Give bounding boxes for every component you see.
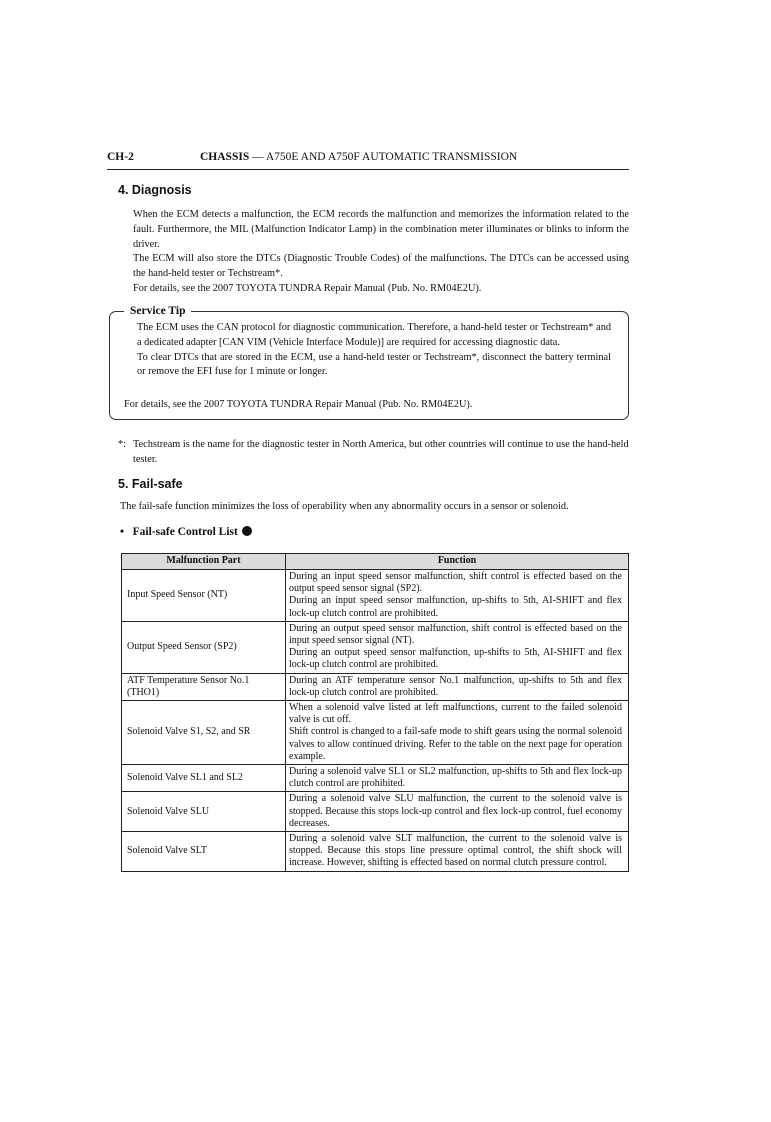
function-cell xyxy=(286,792,629,832)
function-cell xyxy=(286,832,629,872)
section-name: CHASSIS xyxy=(200,151,250,163)
function-cell xyxy=(286,673,629,700)
function-text: During a solenoid valve SL1 or SL2 malfunction, up-shifts to 5th and flex lock-up clutch control are prohibited. xyxy=(289,766,622,790)
title-separator: — xyxy=(249,151,266,163)
function-text: During an output speed sensor malfunction, up-shifts to 5th, AI-SHIFT and flex lock-up clutch control are prohibited. xyxy=(289,647,622,671)
function-cell xyxy=(286,621,629,673)
malfunction-part-cell: Input Speed Sensor (NT) xyxy=(122,570,286,622)
diagnosis-paragraph: When the ECM detects a malfunction, the ECM records the malfunction and memorizes the information related to the fault. Furthermore, the MIL (Malfunction Indicator Lamp) in the combination meter illuminates or blinks to inform the driver. xyxy=(133,209,629,250)
function-text: When a solenoid valve listed at left malfunctions, current to the failed solenoid valve is cut off. xyxy=(289,702,622,726)
service-tip-footer: For details, see the 2007 TOYOTA TUNDRA Repair Manual (Pub. No. RM04E2U). xyxy=(124,399,473,410)
function-text: During an input speed sensor malfunction, up-shifts to 5th, AI-SHIFT and flex lock-up clutch control are prohibited. xyxy=(289,595,622,619)
function-cell xyxy=(286,765,629,792)
diagnosis-paragraph: For details, see the 2007 TOYOTA TUNDRA Repair Manual (Pub. No. RM04E2U). xyxy=(133,282,482,294)
diagnosis-body xyxy=(133,208,629,297)
column-header-malfunction-part: Malfunction Part xyxy=(122,554,286,570)
service-tip-paragraph: To clear DTCs that are stored in the ECM, use a hand-held tester or Techstream*, disconnect the battery terminal or remove the EFI fuse for 1 minute or longer. xyxy=(137,351,611,378)
failsafe-intro: The fail-safe function minimizes the loss of operability when any abnormality occurs in a sensor or solenoid. xyxy=(120,501,569,512)
table-row xyxy=(122,701,629,765)
failsafe-table xyxy=(121,553,629,872)
malfunction-part-cell: Solenoid Valve SLT xyxy=(122,832,286,872)
table-row xyxy=(122,673,629,700)
service-tip-label: Service Tip xyxy=(124,304,191,318)
page-header xyxy=(107,151,629,170)
techstream-footnote xyxy=(118,438,629,468)
table-row xyxy=(122,832,629,872)
failsafe-list-title xyxy=(120,526,252,538)
function-text: During a solenoid valve SLU malfunction, the current to the solenoid valve is stopped. Because this stops lock-up control and flex lock-up control, fuel economy decreases. xyxy=(289,793,622,829)
table-header-row xyxy=(122,554,629,570)
filled-circle-icon xyxy=(242,526,252,536)
malfunction-part-cell: ATF Temperature Sensor No.1 (THO1) xyxy=(122,673,286,700)
malfunction-part-cell: Solenoid Valve S1, S2, and SR xyxy=(122,701,286,765)
function-cell xyxy=(286,701,629,765)
service-tip-paragraph: The ECM uses the CAN protocol for diagnostic communication. Therefore, a hand-held tester or Techstream* and a dedicated adapter [CAN VIM (Vehicle Interface Module)] are required for accessing diagnostic data. xyxy=(137,322,611,348)
section-subtitle: A750E AND A750F AUTOMATIC TRANSMISSION xyxy=(265,151,518,163)
table-row xyxy=(122,792,629,832)
failsafe-heading: 5. Fail-safe xyxy=(118,477,183,491)
function-text: During an input speed sensor malfunction, shift control is effected based on the output speed sensor signal (SP2). xyxy=(289,571,622,595)
service-tip-body xyxy=(137,321,611,380)
diagnosis-paragraph: The ECM will also store the DTCs (Diagnostic Trouble Codes) of the malfunctions. The DTCs can be accessed using the hand-held tester or Techstream*. xyxy=(133,253,629,280)
function-text: During a solenoid valve SLT malfunction, the current to the solenoid valve is stopped. Because this stops line pressure optimal control, the shift shock will increase. However, shifting is effected based on normal clutch pressure control. xyxy=(289,833,622,869)
malfunction-part-cell: Solenoid Valve SLU xyxy=(122,792,286,832)
table-row xyxy=(122,570,629,622)
table-row xyxy=(122,765,629,792)
function-text: During an output speed sensor malfunction, shift control is effected based on the input speed sensor signal (NT). xyxy=(289,622,622,647)
function-text: Shift control is changed to a fail-safe mode to shift gears using the normal solenoid valves to allow continued driving. Refer to the table on the next page for operation example. xyxy=(289,726,622,762)
diagnosis-heading: 4. Diagnosis xyxy=(118,183,192,197)
function-cell xyxy=(286,570,629,622)
function-text: During an ATF temperature sensor No.1 malfunction, up-shifts to 5th and flex lock-up clutch control are prohibited. xyxy=(289,674,622,698)
footnote-text: Techstream is the name for the diagnostic tester in North America, but other countries will continue to use the hand-held tester. xyxy=(133,439,629,465)
bullet-mark: • xyxy=(120,526,125,538)
page-title xyxy=(200,151,517,163)
table-row xyxy=(122,621,629,673)
malfunction-part-cell: Solenoid Valve SL1 and SL2 xyxy=(122,765,286,792)
footnote-marker: *: xyxy=(118,439,127,450)
page-number: CH-2 xyxy=(107,151,134,163)
list-title-text: Fail-safe Control List xyxy=(132,526,238,538)
column-header-function: Function xyxy=(286,554,629,570)
malfunction-part-cell: Output Speed Sensor (SP2) xyxy=(122,621,286,673)
